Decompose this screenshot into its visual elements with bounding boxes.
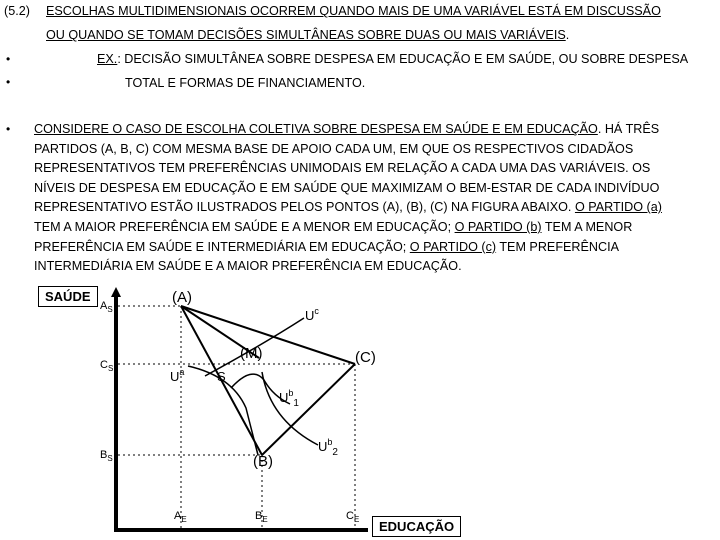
y-axis-label: SAÚDE	[38, 286, 98, 307]
y-tick-as: $A_S$	[100, 300, 113, 314]
paragraph-line-5-a: REPRESENTATIVO ESTÃO ILUSTRADOS PELOS PONTOS (A), (B), (C) NA FIGURA ABAIXO.	[34, 200, 575, 215]
paragraph-line-7-c: TEM PREFERÊNCIA	[496, 239, 620, 254]
example-label: EX.	[97, 52, 118, 66]
x-tick-be: $B_E$	[255, 510, 268, 524]
bullet-2: •	[6, 75, 11, 89]
example-line-2: TOTAL E FORMAS DE FINANCIAMENTO.	[125, 76, 366, 90]
paragraph-line-2: PARTIDOS (A, B, C) COM MESMA BASE DE APOIO CADA UM, EM QUE OS RESPECTIVOS CIDADÃOS	[34, 141, 634, 156]
example-line-1-text: : DECISÃO SIMULTÂNEA SOBRE DESPESA EM EDUCAÇÃO E EM SAÚDE, OU SOBRE DESPESA	[117, 52, 689, 66]
paragraph-party-b: O PARTIDO (b)	[454, 219, 542, 234]
point-s-label: S	[217, 369, 226, 384]
paragraph-line-3: REPRESENTATIVOS TEM PREFERÊNCIAS UNIMODAIS EM RELAÇÃO A CADA UMA DAS VARIÁVEIS. OS	[34, 161, 651, 176]
paragraph-party-c: O PARTIDO (c)	[409, 239, 497, 254]
curve-ua-label: $U^a$	[170, 367, 185, 384]
paragraph-line-8: INTERMEDIÁRIA EM SAÚDE E A MAIOR PREFERÊNCIA EM EDUCAÇÃO.	[34, 259, 462, 274]
point-b-label: (B)	[253, 453, 273, 470]
curve-ub1-label: $U^b_1$	[279, 388, 299, 409]
bullet-1: •	[6, 52, 11, 66]
paragraph-party-a: O PARTIDO (a)	[574, 200, 662, 215]
curve-ub2-label: $U^b_2$	[318, 437, 338, 458]
x-axis-label: EDUCAÇÃO	[372, 516, 461, 537]
heading-line-2-end: .	[565, 28, 570, 42]
point-m-label: (M)	[240, 345, 263, 362]
paragraph-line-1-underlined: CONSIDERE O CASO DE ESCOLHA COLETIVA SOBRE DESPESA EM SAÚDE E EM EDUCAÇÃO	[34, 122, 598, 136]
x-tick-ae: $A_E$	[174, 510, 187, 524]
paragraph-line-1-rest: . HÁ TRÊS	[597, 122, 660, 136]
y-tick-cs: $C_S$	[100, 359, 114, 373]
x-tick-ce: $C_E$	[346, 510, 360, 524]
heading-line-1: ESCOLHAS MULTIDIMENSIONAIS OCORREM QUANDO MAIS DE UMA VARIÁVEL ESTÁ EM DISCUSSÃO	[46, 4, 661, 18]
point-a-label: (A)	[172, 289, 192, 306]
y-tick-bs: $B_S$	[100, 449, 113, 463]
point-c-label: (C)	[355, 349, 376, 366]
paragraph-line-6-a: TEM A MAIOR PREFERÊNCIA EM SAÚDE E A MENOR EM EDUCAÇÃO;	[34, 219, 455, 234]
paragraph-line-4: NÍVEIS DE DESPESA EM EDUCAÇÃO E EM SAÚDE QUE MAXIMIZAM O BEM-ESTAR DE CADA INDIVÍDUO	[34, 180, 660, 195]
paragraph-line-7-a: PREFERÊNCIA EM SAÚDE E INTERMEDIÁRIA EM EDUCAÇÃO;	[34, 239, 410, 254]
bullet-3: •	[6, 122, 11, 136]
heading-line-2-text: OU QUANDO SE TOMAM DECISÕES SIMULTÂNEAS SOBRE DUAS OU MAIS VARIÁVEIS	[46, 28, 566, 42]
heading-number: (5.2)	[4, 4, 30, 18]
paragraph-line-6-c: TEM A MENOR	[541, 219, 633, 234]
curve-uc-label: $U^c$	[305, 306, 319, 323]
